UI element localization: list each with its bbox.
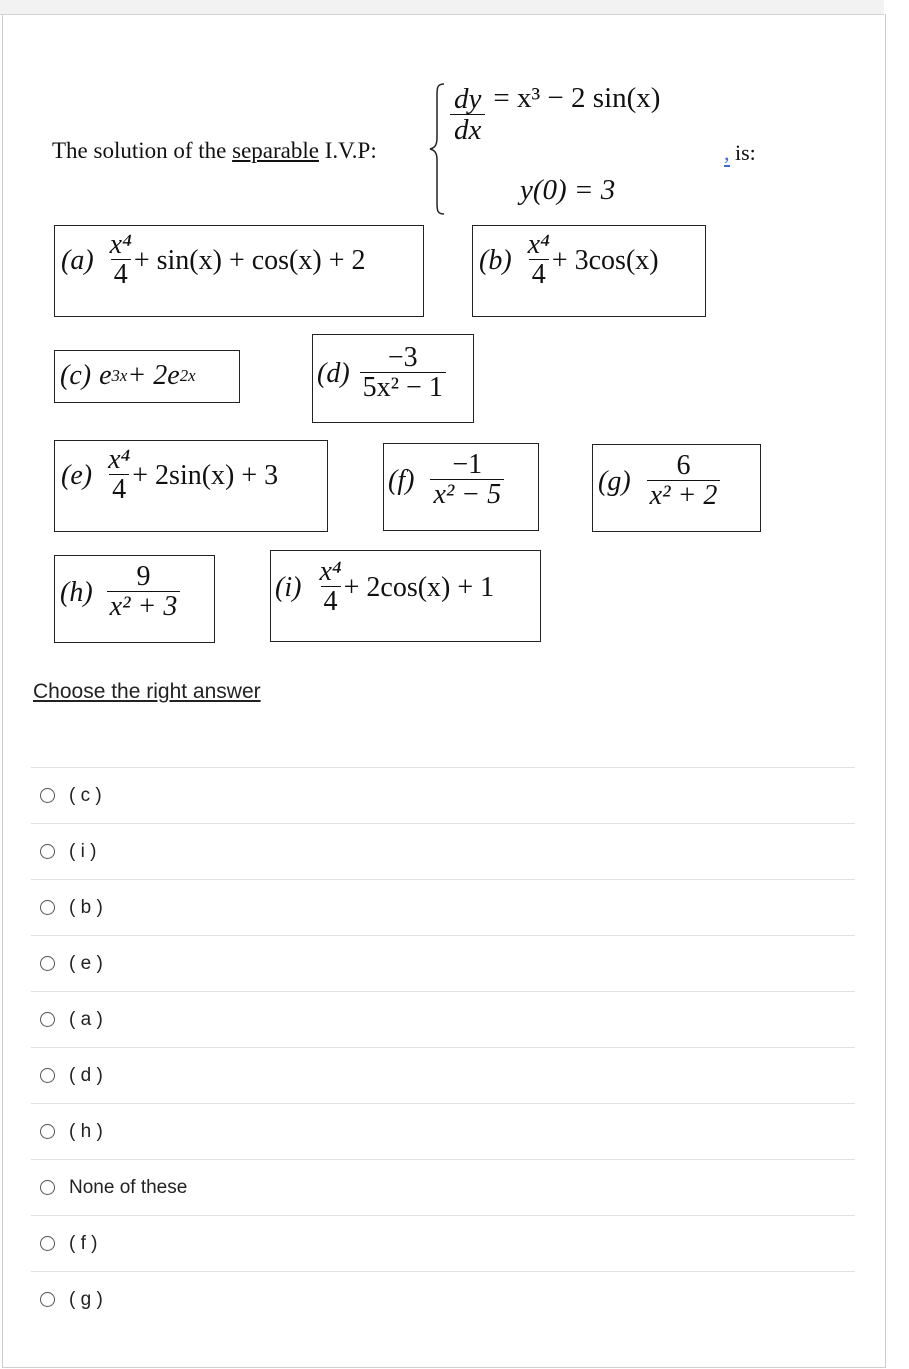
system-brace-icon: [428, 82, 448, 216]
option-h[interactable]: [31, 1103, 855, 1159]
choice-e-fraction: [106, 445, 132, 506]
option-none[interactable]: [31, 1159, 855, 1215]
choice-h-box: [54, 555, 215, 643]
radio-button[interactable]: [40, 788, 55, 803]
tail-mark: ,: [724, 140, 730, 165]
choice-c-box: (c) e 3x + 2e 2x: [54, 350, 240, 403]
choice-d-label: (d): [317, 357, 350, 389]
option-label: ( c ): [69, 784, 102, 806]
choice-b-rest: + 3cos(x): [551, 244, 659, 276]
choice-i-denominator: 4: [321, 586, 341, 618]
derivative-fraction: [450, 84, 485, 147]
choice-d-numerator: −3: [387, 342, 418, 373]
choice-h-denominator: x² + 3: [107, 591, 181, 623]
choice-g-box: [592, 444, 761, 532]
choice-g-fraction: [647, 451, 721, 512]
choice-i-label: (i): [275, 571, 302, 603]
option-a[interactable]: [31, 991, 855, 1047]
option-f[interactable]: [31, 1215, 855, 1271]
initial-condition: y(0) = 3: [520, 174, 616, 206]
choice-h-label: (h): [60, 576, 93, 608]
option-g[interactable]: [31, 1271, 855, 1327]
choice-a-numerator: x⁴: [109, 229, 132, 260]
choice-f-fraction: [430, 450, 504, 511]
top-bar: [0, 0, 884, 15]
question-prefix: The solution of the: [52, 138, 233, 163]
radio-button[interactable]: [40, 1012, 55, 1027]
choice-g-label: (g): [598, 465, 631, 497]
option-i[interactable]: [31, 823, 855, 879]
answer-options: [31, 767, 855, 1327]
radio-button[interactable]: [40, 956, 55, 971]
radio-button[interactable]: [40, 1292, 55, 1307]
choice-e-denominator: 4: [109, 474, 129, 506]
radio-button[interactable]: [40, 1124, 55, 1139]
choice-a-rest: + sin(x) + cos(x) + 2: [133, 244, 366, 276]
choice-i-fraction: [317, 557, 343, 618]
option-label: ( d ): [69, 1064, 103, 1086]
option-label: ( i ): [69, 840, 97, 862]
option-d[interactable]: [31, 1047, 855, 1103]
choice-g-numerator: 6: [676, 450, 691, 481]
derivative-numerator: dy: [454, 83, 482, 115]
choice-c-label: (c): [60, 360, 92, 391]
choice-f-denominator: x² − 5: [430, 479, 504, 511]
choice-a-fraction: [108, 230, 134, 291]
choice-d-box: [312, 334, 474, 423]
radio-button[interactable]: [40, 1180, 55, 1195]
question-tail: [724, 140, 756, 166]
option-label: None of these: [69, 1176, 188, 1198]
option-b[interactable]: [31, 879, 855, 935]
choice-a-box: [54, 225, 424, 317]
choice-i-box: [270, 550, 541, 642]
ode-right-hand-side: = x³ − 2 sin(x): [493, 82, 661, 115]
choice-i-rest: + 2cos(x) + 1: [343, 571, 495, 603]
choice-e-rest: + 2sin(x) + 3: [132, 459, 279, 491]
choice-i-numerator: x⁴: [319, 556, 342, 587]
option-label: ( h ): [69, 1120, 103, 1142]
choice-f-numerator: −1: [452, 449, 483, 480]
choice-a-label: (a): [61, 244, 94, 276]
radio-button[interactable]: [40, 1068, 55, 1083]
tail-text: is:: [735, 140, 756, 165]
option-label: ( a ): [69, 1008, 103, 1030]
choice-b-box: [472, 225, 706, 317]
choice-f-box: [383, 443, 539, 531]
question-underlined-word: separable: [232, 138, 319, 163]
radio-button[interactable]: [40, 844, 55, 859]
radio-button[interactable]: [40, 1236, 55, 1251]
choice-d-fraction: [360, 343, 446, 404]
choice-b-label: (b): [479, 244, 512, 276]
choice-d-denominator: 5x² − 1: [360, 372, 446, 404]
choose-prompt: Choose the right answer: [33, 680, 261, 703]
option-c[interactable]: [31, 767, 855, 823]
option-label: ( b ): [69, 896, 103, 918]
choice-b-denominator: 4: [529, 259, 549, 291]
choice-e-box: [54, 440, 328, 532]
choice-c-middle: + 2e: [127, 360, 180, 391]
choice-f-label: (f): [388, 464, 415, 496]
option-e[interactable]: [31, 935, 855, 991]
choice-a-denominator: 4: [111, 259, 131, 291]
option-label: ( f ): [69, 1232, 98, 1254]
ode-equation: [450, 84, 660, 147]
choice-b-numerator: x⁴: [527, 229, 550, 260]
choice-e-label: (e): [61, 459, 93, 491]
choice-e-numerator: x⁴: [108, 444, 131, 475]
choice-b-fraction: [526, 230, 552, 291]
option-label: ( g ): [69, 1288, 103, 1310]
radio-button[interactable]: [40, 900, 55, 915]
choice-g-denominator: x² + 2: [647, 480, 721, 512]
option-label: ( e ): [69, 952, 103, 974]
question-suffix: I.V.P:: [318, 138, 377, 163]
choice-h-fraction: [107, 562, 181, 623]
derivative-denominator: dx: [450, 114, 485, 147]
question-text: [52, 138, 377, 164]
choice-c-base: e: [99, 360, 112, 391]
choice-h-numerator: 9: [136, 561, 151, 592]
